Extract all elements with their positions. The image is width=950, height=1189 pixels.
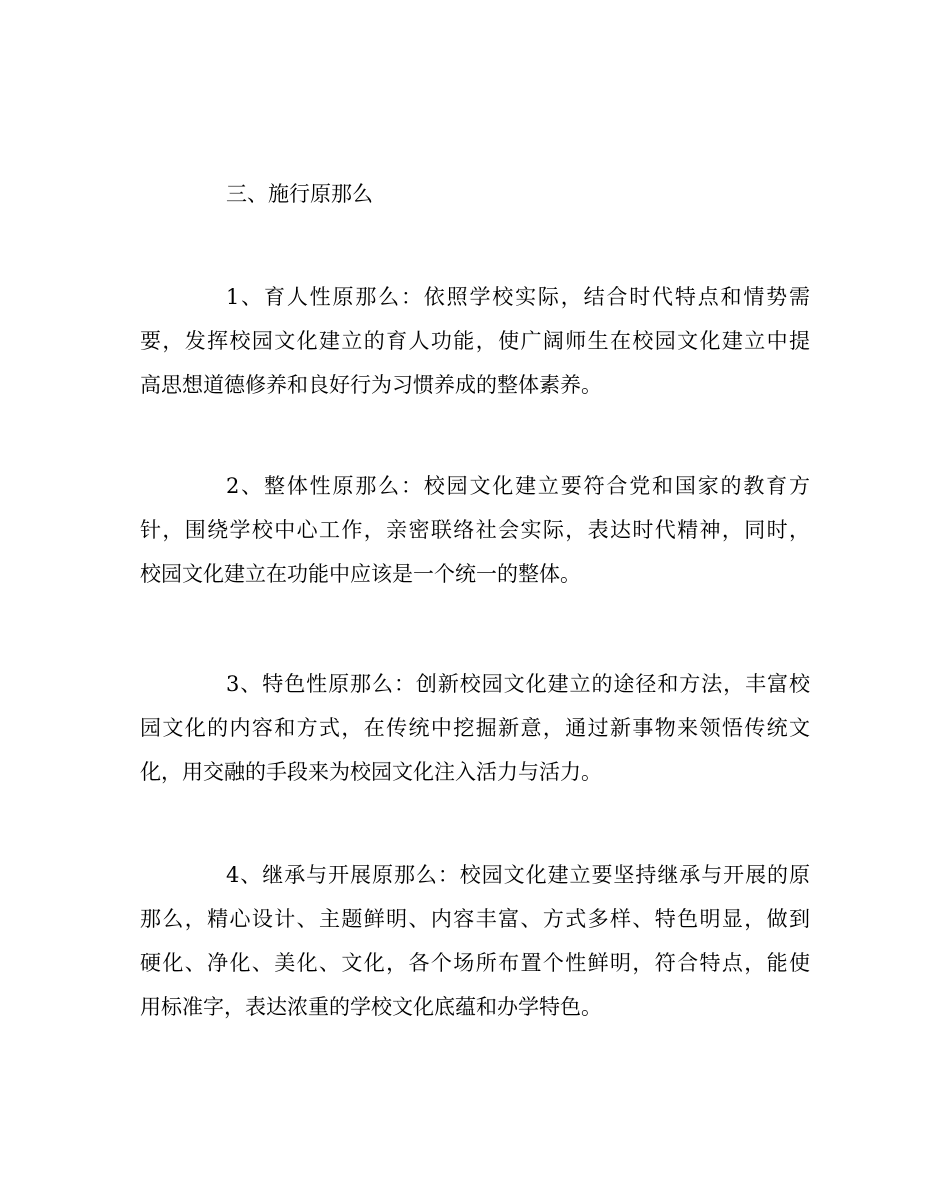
paragraph-line: 校园文化建立在功能中应该是一个统一的整体。 <box>140 562 581 586</box>
paragraph-line: 3、特色性原那么：创新校园文化建立的途径和方法，丰富校 <box>226 672 810 696</box>
paragraph-line: 园文化的内容和方式，在传统中挖掘新意，通过新事物来领悟传统文 <box>140 716 810 740</box>
paragraph-3 <box>140 662 810 794</box>
paragraph-line: 要，发挥校园文化建立的育人功能，使广阔师生在校园文化建立中提 <box>140 329 810 353</box>
paragraph-line: 2、整体性原那么：校园文化建立要符合党和国家的教育方 <box>226 474 810 498</box>
paragraph-line: 硬化、净化、美化、文化，各个场所布置个性鲜明，符合特点，能使 <box>140 951 810 975</box>
paragraph-line: 1、育人性原那么：依照学校实际，结合时代特点和情势需 <box>226 285 810 309</box>
section-heading: 三、施行原那么 <box>226 182 373 206</box>
paragraph-2 <box>140 464 810 596</box>
paragraph-line: 4、继承与开展原那么：校园文化建立要坚持继承与开展的原 <box>226 863 810 887</box>
paragraph-line: 用标准字，表达浓重的学校文化底蕴和办学特色。 <box>140 995 602 1019</box>
paragraph-line: 高思想道德修养和良好行为习惯养成的整体素养。 <box>140 373 602 397</box>
paragraph-line: 那么，精心设计、主题鲜明、内容丰富、方式多样、特色明显，做到 <box>140 907 810 931</box>
paragraph-line: 化，用交融的手段来为校园文化注入活力与活力。 <box>140 760 602 784</box>
paragraph-1 <box>140 275 810 407</box>
paragraph-line: 针，围绕学校中心工作，亲密联络社会实际，表达时代精神，同时， <box>140 518 810 542</box>
paragraph-4 <box>140 853 810 1029</box>
